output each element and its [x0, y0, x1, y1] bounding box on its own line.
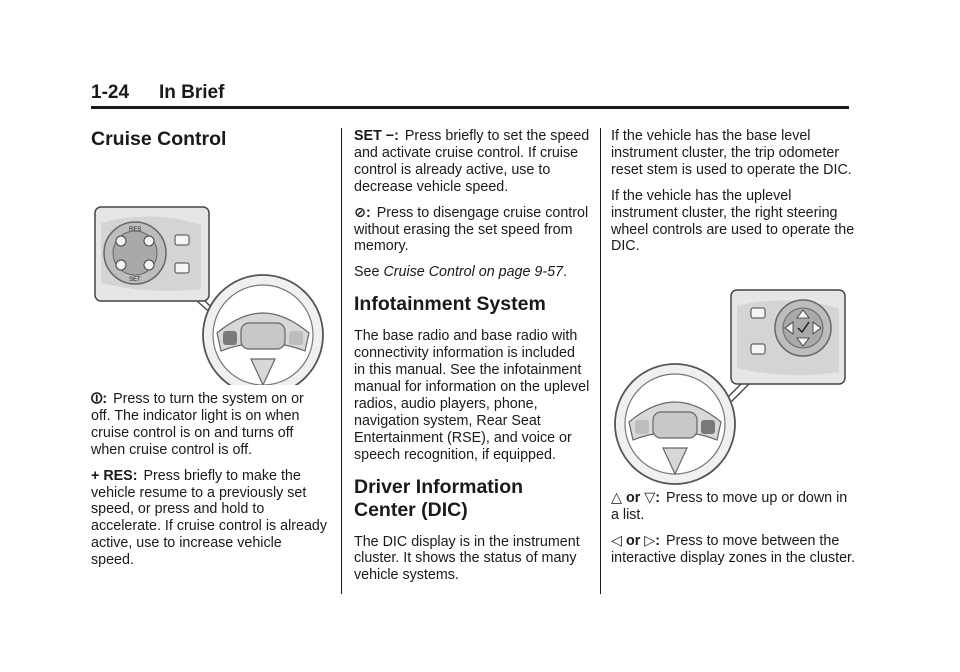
- cancel-paragraph: ⊘: Press to disengage cruise control without erasing the set speed from memory.: [354, 204, 589, 255]
- column-2: [354, 128, 590, 593]
- uplevel-cluster-paragraph: If the vehicle has the uplevel instrument cluster, the right steering wheel controls are used to operate the DIC.: [611, 187, 855, 255]
- infotainment-paragraph: The base radio and base radio with connectivity information is included in this manual. See the infotainment manual for information on the uplevel radios, audio players, phone, navigation system, Rear Seat Entertainment (RSE), and voice or speech recognition, if equipped.: [354, 328, 590, 463]
- column-3: [611, 128, 856, 576]
- down-arrow-icon: ▽: [644, 490, 656, 507]
- column-divider-2: [600, 128, 601, 594]
- column-1: [91, 128, 327, 578]
- up-down-paragraph: △ or ▽: Press to move up or down in a list.: [611, 490, 848, 524]
- up-arrow-icon: △: [611, 490, 622, 507]
- left-right-paragraph: ◁ or ▷: Press to move between the interactive display zones in the cluster.: [611, 533, 855, 567]
- res-paragraph: + RES: Press briefly to make the vehicle resume to a previously set speed, or press and hold to accelerate. If cruise control is already active, use to increase vehicle speed.: [91, 467, 328, 569]
- set-label: SET: [129, 277, 141, 283]
- cruise-control-heading: Cruise Control: [91, 128, 227, 150]
- page-header: [91, 82, 849, 109]
- column-divider-1: [341, 128, 342, 594]
- page-number: 1-24: [91, 82, 130, 103]
- infotainment-heading: Infotainment System: [354, 293, 546, 316]
- dic-controls-illustration: [611, 264, 856, 486]
- cruise-power-icon: ⏼: [91, 391, 103, 407]
- dic-heading: Driver Information Center (DIC): [354, 475, 524, 521]
- steering-wheel-left-controls-icon: [91, 163, 327, 385]
- res-label: RES: [129, 227, 142, 233]
- base-cluster-paragraph: If the vehicle has the base level instrument cluster, the trip odometer reset stem is used to operate the DIC.: [611, 128, 852, 178]
- section-title: In Brief: [159, 82, 225, 103]
- page-reference-link[interactable]: Cruise Control on page 9-57: [383, 264, 564, 281]
- power-paragraph: ⏼: Press to turn the system on or off. The indicator light is on when cruise control is on and turns off when cruise control is off.: [91, 391, 304, 458]
- left-arrow-icon: ◁: [611, 533, 622, 550]
- right-arrow-icon: ▷: [644, 533, 656, 550]
- see-reference-paragraph: See Cruise Control on page 9-57.: [354, 264, 568, 281]
- cruise-cancel-icon: ⊘: [354, 204, 366, 221]
- cruise-control-illustration: [91, 163, 327, 385]
- set-paragraph: SET −: Press briefly to set the speed and activate cruise control. If cruise control is already active, use to decrease vehicle speed.: [354, 128, 590, 195]
- steering-wheel-right-controls-icon: [611, 264, 856, 486]
- dic-paragraph: The DIC display is in the instrument cluster. It shows the status of many vehicle systems.: [354, 533, 580, 584]
